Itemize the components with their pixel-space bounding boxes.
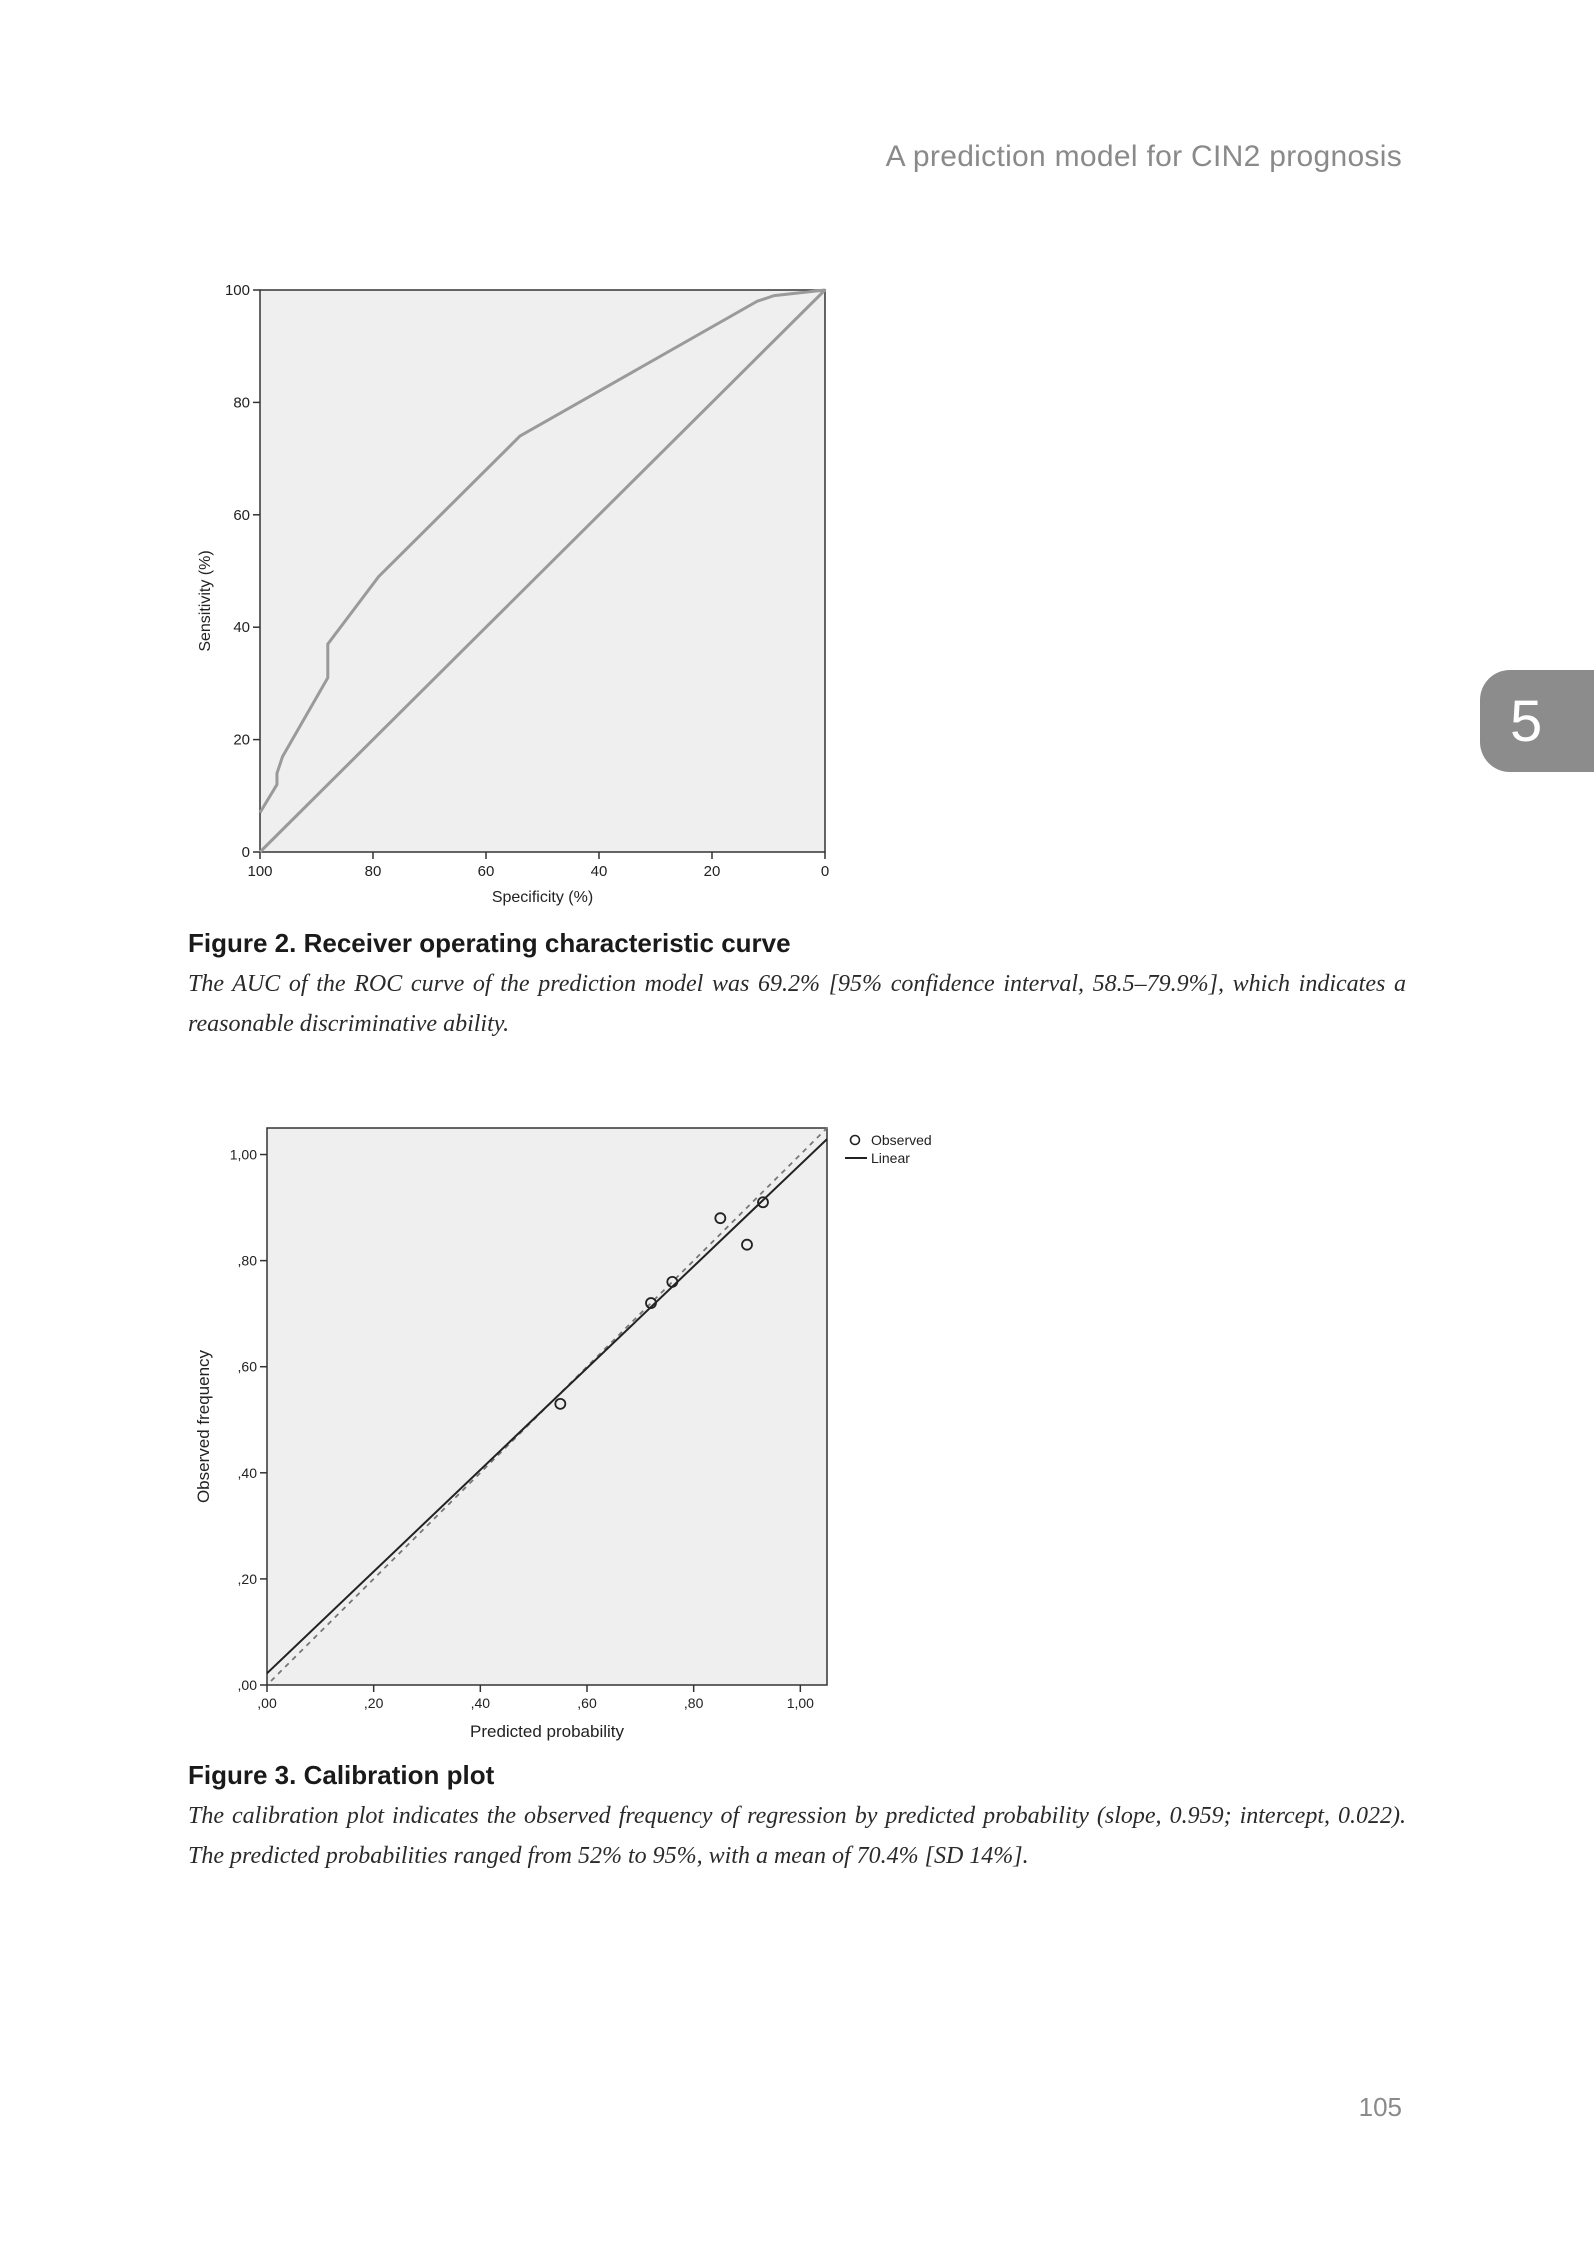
calibration-chart <box>180 1110 980 1741</box>
cal-x-tick-label: ,80 <box>683 1695 704 1711</box>
cal-legend-linear-label: Linear <box>871 1150 910 1166</box>
roc-x-tick-label: 100 <box>247 863 273 880</box>
chapter-tab <box>1480 670 1594 772</box>
roc-y-tick-label: 20 <box>233 731 250 749</box>
figure2-title: Figure 2. Receiver operating characteristic curve <box>188 928 791 958</box>
page-number: 105 <box>1358 2092 1402 2122</box>
cal-x-tick-label: 1,00 <box>786 1695 814 1711</box>
roc-x-tick-label: 40 <box>590 863 608 880</box>
cal-y-tick-label: ,60 <box>237 1358 257 1375</box>
roc-x-tick-label: 20 <box>703 863 721 880</box>
figure2-caption: The AUC of the ROC curve of the prediction model was 69.2% [95% confidence interval, 58.5–79.9%], which indicates a reasonable discriminative ability. <box>188 971 1406 1037</box>
roc-y-tick-label: 100 <box>224 282 250 299</box>
roc-y-tick-label: 80 <box>233 394 250 412</box>
cal-x-tick-label: ,00 <box>257 1695 277 1711</box>
cal-x-tick-label: ,60 <box>577 1695 597 1711</box>
roc-x-tick-label: 0 <box>820 863 830 880</box>
roc-x-axis-label: Specificity (%) <box>491 889 594 906</box>
cal-y-axis-label: Observed frequency <box>194 1349 213 1504</box>
cal-y-tick-label: ,40 <box>237 1464 257 1481</box>
running-header: A prediction model for CIN2 prognosis <box>885 140 1402 173</box>
cal-legend-observed-label: Observed <box>871 1132 932 1148</box>
chapter-number: 5 <box>1510 688 1543 754</box>
roc-y-tick-label: 0 <box>241 844 250 861</box>
roc-y-tick-label: 60 <box>233 506 250 524</box>
cal-y-tick-label: 1,00 <box>229 1146 257 1163</box>
roc-y-tick-label: 40 <box>233 619 250 637</box>
roc-x-tick-label: 80 <box>364 863 382 880</box>
cal-x-tick-label: ,20 <box>363 1695 384 1711</box>
cal-x-axis-label: Predicted probability <box>469 1722 625 1741</box>
figure3-caption: The calibration plot indicates the observed frequency of regression by predicted probability (slope, 0.959; intercept, 0.022). The predicted probabilities ranged from 52% to 95%, with a mean of 70.4% [SD 14%]. <box>188 1803 1406 1869</box>
cal-y-tick-label: ,00 <box>237 1677 257 1693</box>
cal-legend-observed-marker <box>851 1136 860 1145</box>
figure3-title: Figure 3. Calibration plot <box>188 1760 495 1790</box>
cal-y-tick-label: ,80 <box>237 1252 257 1269</box>
cal-y-tick-label: ,20 <box>237 1570 257 1587</box>
roc-x-tick-label: 60 <box>477 863 495 880</box>
roc-chart <box>180 270 880 920</box>
roc-y-axis-label: Sensitivity (%) <box>197 550 214 652</box>
cal-x-tick-label: ,40 <box>470 1695 491 1711</box>
